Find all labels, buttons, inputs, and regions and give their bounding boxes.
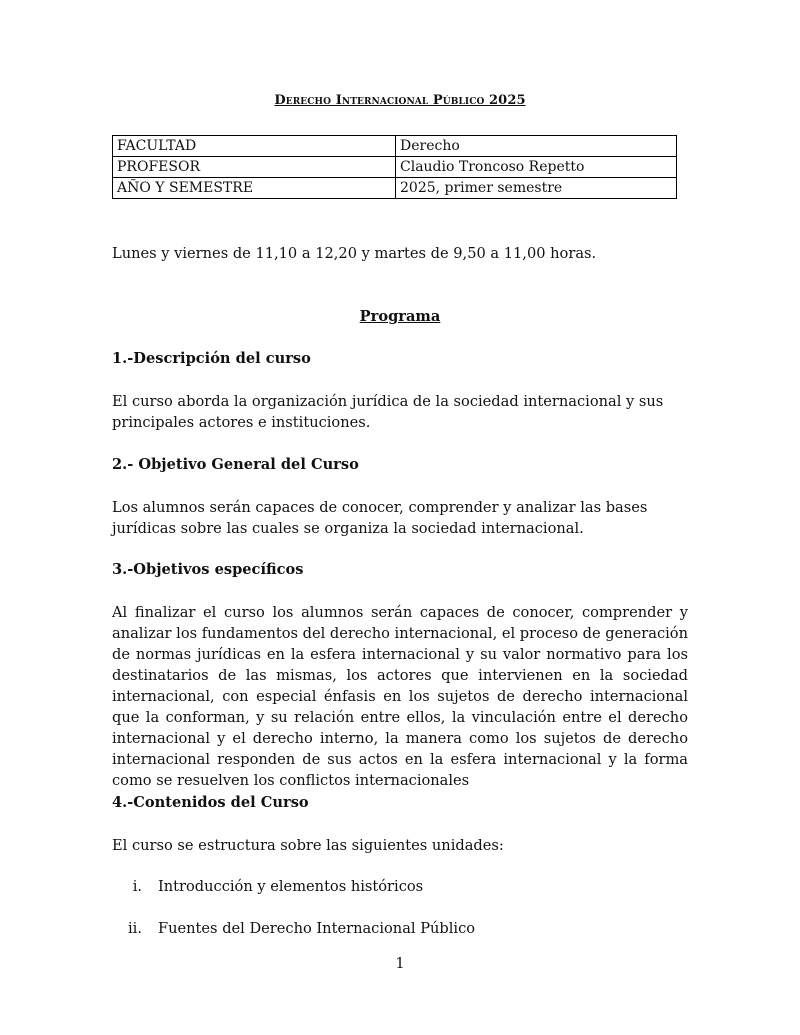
table-row (113, 178, 677, 199)
table-row (113, 136, 677, 157)
list-item-number: ii. (128, 920, 142, 937)
info-value: Derecho (396, 136, 677, 157)
section-heading-contents: 4.-Contenidos del Curso (112, 794, 309, 811)
section-text-specific-objectives: Al finalizar el curso los alumnos serán capaces de conocer, comprender y analizar los fundamentos del derecho internacional, el proceso de generación de normas jurídicas en la esfera internacional y su valor normativo para los destinatarios de las mismas, los actores que intervienen en la sociedad internacional, con especial énfasis en los sujetos de derecho internacional que la conforman, y su relación entre ellos, la vinculación entre el derecho internacional y el derecho interno, la manera como los sujetos de derecho internacional responden de sus actos en la esfera internacional y la forma como se resuelven los conflictos internacionales (112, 604, 688, 789)
info-value: Claudio Troncoso Repetto (396, 157, 677, 178)
course-info-table (112, 135, 677, 199)
table-row (113, 157, 677, 178)
document-title: Derecho Internacional Público 2025 (274, 93, 526, 108)
list-item (112, 920, 688, 937)
section-text-contents: El curso se estructura sobre las siguientes unidades: (112, 837, 504, 854)
section-text-description: El curso aborda la organización jurídica de la sociedad internacional y sus principales actores e instituciones. (112, 393, 664, 431)
info-key: AÑO Y SEMESTRE (113, 178, 396, 199)
list-item-text: Introducción y elementos históricos (158, 878, 424, 895)
section-text-general-objective: Los alumnos serán capaces de conocer, comprender y analizar las bases jurídicas sobre las cuales se organiza la sociedad internacional. (112, 499, 648, 537)
list-item-number: i. (132, 878, 142, 895)
info-key: FACULTAD (113, 136, 396, 157)
section-heading-specific-objectives: 3.-Objetivos específicos (112, 561, 304, 578)
list-item-text: Fuentes del Derecho Internacional Público (158, 920, 476, 937)
schedule-text: Lunes y viernes de 11,10 a 12,20 y martes de 9,50 a 11,00 horas. (112, 245, 597, 262)
info-value: 2025, primer semestre (396, 178, 677, 199)
section-heading-description: 1.-Descripción del curso (112, 350, 311, 367)
section-heading-general-objective: 2.- Objetivo General del Curso (112, 456, 359, 473)
page-number: 1 (395, 955, 405, 972)
list-item (112, 878, 688, 895)
info-key: PROFESOR (113, 157, 396, 178)
programa-heading: Programa (359, 308, 441, 325)
